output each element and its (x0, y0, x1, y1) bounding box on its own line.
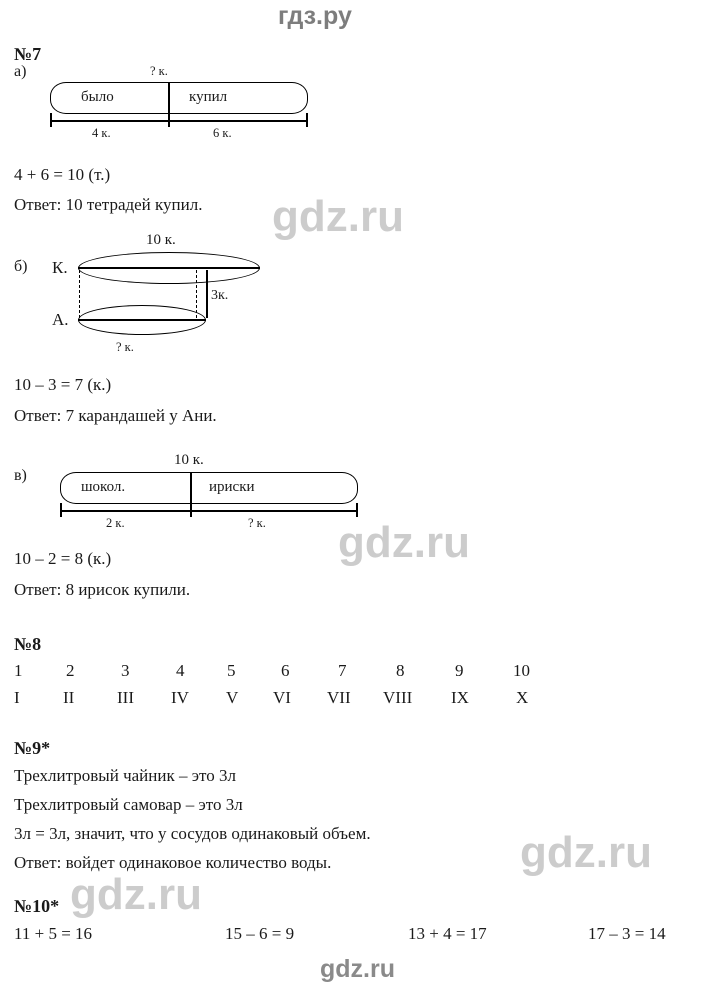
task-10-expression-1: 11 + 5 = 16 (14, 924, 93, 943)
task-9-line-4: Ответ: войдет одинаковое количество воды. (14, 853, 332, 872)
task-8-arabic-10: 10 (513, 661, 530, 680)
task-7b-row2-letter: А. (52, 310, 69, 329)
task-7b-solution: 10 – 3 = 7 (к.) (14, 375, 112, 394)
watermark-middle-4: gdz.ru (70, 870, 202, 919)
task-7a-tick-left (50, 113, 52, 127)
task-10-expression-2: 15 – 6 = 9 (225, 924, 295, 943)
task-10-heading: №10* (14, 896, 60, 916)
task-8-arabic-9: 9 (455, 661, 464, 680)
task-7a-right-box-label: купил (189, 89, 228, 105)
watermark-middle-3: gdz.ru (520, 828, 652, 877)
task-8-roman-1: I (14, 688, 20, 707)
task-7c-answer: Ответ: 8 ирисок купили. (14, 580, 191, 599)
task-7c-right-box-label: ириски (209, 479, 255, 495)
task-8-heading: №8 (14, 634, 42, 654)
task-7c-tick-middle (190, 503, 192, 517)
watermark-middle-1: gdz.ru (272, 192, 404, 241)
task-7b-answer: Ответ: 7 карандашей у Ани. (14, 406, 217, 425)
task-9-line-2: Трехлитровый самовар – это 3л (14, 795, 243, 814)
task-10-expression-4: 17 – 3 = 14 (588, 924, 666, 943)
task-7c-solution: 10 – 2 = 8 (к.) (14, 549, 112, 568)
task-7a-marker: а) (14, 63, 27, 80)
task-7b-top-label: 10 к. (146, 232, 176, 248)
task-7c-baseline (60, 510, 358, 512)
task-8-arabic-4: 4 (176, 661, 185, 680)
task-7a-solution: 4 + 6 = 10 (т.) (14, 165, 111, 184)
task-7a-right-value: 6 к. (213, 126, 232, 140)
task-8-roman-8: VIII (383, 688, 413, 707)
task-7c-top-label: 10 к. (174, 452, 204, 468)
task-7b-bar-bottom-midline (78, 319, 206, 321)
task-8-arabic-6: 6 (281, 661, 290, 680)
task-8-roman-7: VII (327, 688, 351, 707)
task-7c-marker: в) (14, 467, 27, 484)
task-7b-left-connector (79, 270, 80, 318)
task-9-line-1: Трехлитровый чайник – это 3л (14, 766, 236, 785)
task-7-heading: №7 (14, 44, 42, 64)
task-7c-tick-left (60, 503, 62, 517)
task-7a-top-label: ? к. (150, 64, 168, 78)
task-7a-left-value: 4 к. (92, 126, 111, 140)
task-7b-bar-top-midline (78, 267, 260, 269)
task-7a-answer: Ответ: 10 тетрадей купил. (14, 195, 203, 214)
task-8-arabic-1: 1 (14, 661, 23, 680)
task-7c-right-value: ? к. (248, 516, 266, 530)
task-8-roman-6: VI (273, 688, 291, 707)
task-8-roman-10: X (516, 688, 529, 707)
task-7b-row1-letter: К. (52, 258, 68, 277)
watermark-bottom: gdz.ru (320, 955, 395, 983)
task-7a-divider (168, 82, 170, 114)
task-7a-tick-middle (168, 113, 170, 127)
watermark-middle-2: gdz.ru (338, 518, 470, 567)
task-7a-left-box-label: было (81, 89, 114, 105)
task-7a-tick-right (306, 113, 308, 127)
task-7b-marker: б) (14, 258, 28, 275)
task-8-arabic-8: 8 (396, 661, 405, 680)
task-8-arabic-7: 7 (338, 661, 347, 680)
task-8-arabic-3: 3 (121, 661, 130, 680)
task-8-roman-9: IX (451, 688, 469, 707)
task-7c-divider (190, 472, 192, 504)
task-8-arabic-2: 2 (66, 661, 75, 680)
task-9-line-3: 3л = 3л, значит, что у сосудов одинаковый объем. (14, 824, 371, 843)
task-7b-diff-label: 3к. (211, 288, 229, 303)
task-8-arabic-5: 5 (227, 661, 236, 680)
task-7b-right-connector (206, 270, 208, 318)
task-7b-bottom-label: ? к. (116, 340, 134, 354)
task-8-roman-2: II (63, 688, 75, 707)
task-10-expression-3: 13 + 4 = 17 (408, 924, 487, 943)
task-7b-middle-connector (196, 270, 197, 318)
task-9-heading: №9* (14, 738, 51, 758)
task-8-roman-4: IV (171, 688, 189, 707)
task-7c-left-box-label: шокол. (81, 479, 126, 495)
task-7a-baseline (50, 120, 308, 122)
task-8-roman-5: V (226, 688, 239, 707)
watermark-top: гдз.ру (278, 2, 352, 30)
task-7c-left-value: 2 к. (106, 516, 125, 530)
task-7c-tick-right (356, 503, 358, 517)
task-8-roman-3: III (117, 688, 134, 707)
